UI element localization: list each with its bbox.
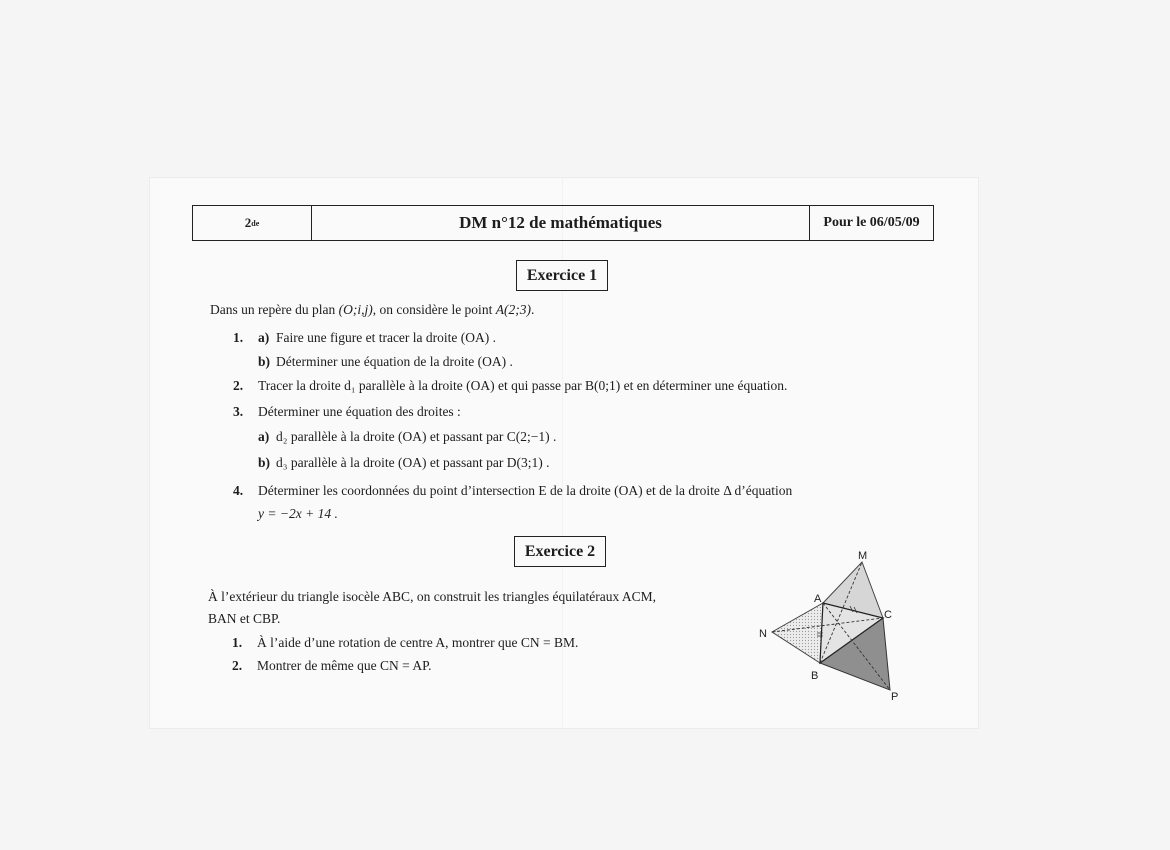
exercise1-intro: Dans un repère du plan (O;i,j), on considère le point A(2;3). (210, 302, 535, 317)
q1a-letter: a) (258, 330, 270, 345)
document-title: DM n°12 de mathématiques (312, 206, 810, 240)
class-level-cell (193, 206, 312, 240)
ex2-q1-text: À l’aide d’une rotation de centre A, montrer que CN = BM. (257, 635, 579, 650)
q4-text-line1: Déterminer les coordonnées du point d’intersection E de la droite (OA) et de la droite Δ d’équation (258, 483, 793, 498)
q1-number: 1. (233, 330, 244, 345)
triangle-ban (772, 603, 823, 663)
q3-text: Déterminer une équation des droites : (258, 404, 461, 419)
ex2-q2-text: Montrer de même que CN = AP. (257, 658, 432, 673)
triangle-figure (752, 545, 912, 705)
ex2-q2-number: 2. (232, 658, 243, 673)
q2-number: 2. (233, 378, 244, 393)
q3a-letter: a) (258, 429, 270, 444)
q2-text: Tracer la droite d₁ parallèle à la droite (OA) et qui passe par B(0;1) et en déterminer une équation. (258, 378, 788, 393)
q4-number: 4. (233, 483, 244, 498)
q4-text-line2: y = −2x + 14 . (258, 506, 338, 521)
q3b-letter: b) (258, 455, 271, 470)
q3a-text: d₂ parallèle à la droite (OA) et passant par C(2;−1) . (276, 429, 557, 444)
label-b: B (811, 670, 819, 682)
label-c: C (884, 609, 892, 621)
exercise1-frame: (O;i,j) (338, 302, 373, 317)
q3b-text: d₃ parallèle à la droite (OA) et passant par D(3;1) . (276, 455, 550, 470)
label-p: P (891, 691, 899, 703)
exercise1-intro-b: , on considère le point (372, 302, 493, 317)
exercise2-intro-line1: À l’extérieur du triangle isocèle ABC, on construit les triangles équilatéraux ACM, (208, 589, 657, 604)
q3-number: 3. (233, 404, 244, 419)
exercise1-intro-a: Dans un repère du plan (210, 302, 336, 317)
exercise1-title: Exercice 1 (516, 260, 608, 291)
label-n: N (759, 628, 767, 640)
class-level: 2 (244, 215, 252, 230)
exercise2-title: Exercice 2 (514, 536, 606, 567)
header-table (192, 205, 934, 241)
label-a: A (814, 593, 822, 605)
q1b-letter: b) (258, 354, 271, 369)
ex2-q1-number: 1. (232, 635, 243, 650)
q1b-text: Déterminer une équation de la droite (OA) . (276, 354, 513, 369)
q1a-text: Faire une figure et tracer la droite (OA) . (276, 330, 497, 345)
label-m: M (858, 550, 868, 562)
due-date: Pour le 06/05/09 (823, 215, 920, 230)
exercise2-intro-line2: BAN et CBP. (208, 611, 281, 626)
exercise1-point: A(2;3) (495, 302, 531, 317)
class-level-sup: de (251, 218, 260, 228)
